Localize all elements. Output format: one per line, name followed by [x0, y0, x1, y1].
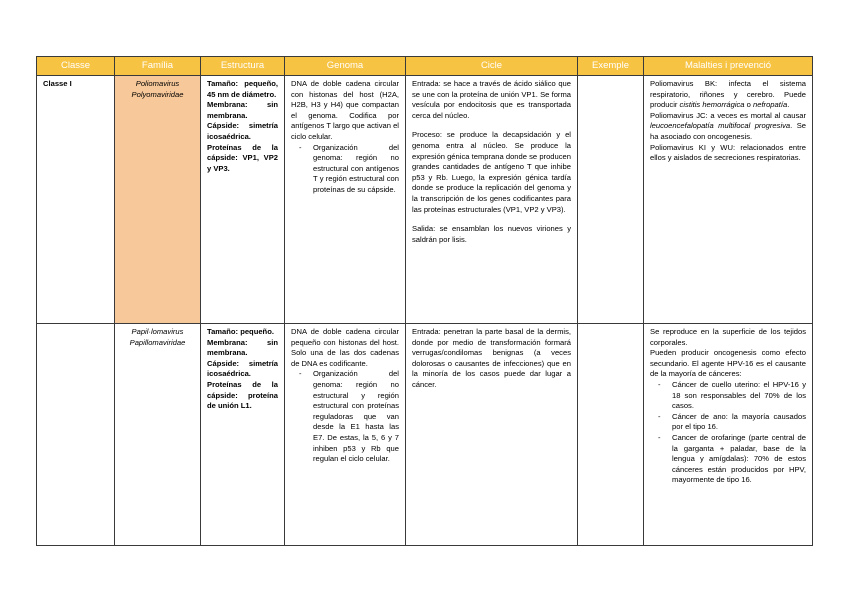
cell-estructura [201, 76, 285, 324]
familia-genus: Poliomavirus [135, 79, 180, 88]
cell-exemple [578, 76, 644, 324]
malalties-list [650, 380, 806, 486]
header-malalties: Malalties i prevenció [644, 57, 813, 76]
malalties-intro2: Pueden producir oncogenesis como efecto secundario. El agente HPV-16 es el causante de la mayoría de cánceres: [650, 348, 806, 379]
header-cicle: Cicle [406, 57, 578, 76]
familia-family: Polyomaviridae [131, 89, 184, 99]
list-item: - Cáncer de ano: la mayoría causados por el tipo 16. [672, 412, 806, 433]
cell-malalties [644, 324, 813, 546]
estructura-proteinas: Proteínas de la cápside: VP1, VP2 y VP3. [207, 142, 278, 173]
table-row-poliomavirus [37, 76, 813, 324]
estructura-tamano: Tamaño: pequeño, 45 nm de diámetro. [207, 79, 278, 99]
estructura-capside: Cápside: simetría icosaédrica. [207, 358, 278, 379]
header-exemple: Exemple [578, 57, 644, 76]
header-genoma: Genoma [285, 57, 406, 76]
list-item: - Cáncer de cuello uterino: el HPV-16 y 18 son responsables del 70% de los casos. [672, 380, 806, 412]
cell-classe [37, 324, 115, 546]
genoma-list [291, 369, 399, 464]
cicle-proceso: Proceso: se produce la decapsidación y el genoma entra al núcleo. Se produce la expresión génica temprana donde se producen grandes cantidades de antígeno T que inhibe p53 y Rb. Luego, la expresión génica tardía donde se produce la replicación del genoma y la transcripción de los genes codificantes para las proteínas estructurales (VP1, VP2 y VP3). [412, 130, 571, 214]
estructura-capside: Cápside: simetría icosaédrica. [207, 121, 278, 141]
cell-exemple [578, 324, 644, 546]
cell-genoma [285, 324, 406, 546]
malalties-ki: Poliomavirus KI y WU: relacionados entre ellos y aislados de secreciones respiratorias. [650, 142, 806, 163]
cell-cicle [406, 324, 578, 546]
cell-cicle [406, 76, 578, 324]
cicle-entrada: Entrada: penetran la parte basal de la dermis, donde por medio de transformación formará verrugas/condilomas benignas (a veces dolorosas o causantes de infecciones) que en la minoría de los casos puede dar lugar a cáncer. [412, 327, 571, 389]
genoma-text: DNA de doble cadena circular pequeño con histonas del host. Solo una de las dos cadenas de DNA es codificante. [291, 327, 399, 368]
cell-familia [115, 76, 201, 324]
cell-genoma [285, 76, 406, 324]
genoma-text: DNA de doble cadena circular con histonas del host (H2A, H2B, H3 y H4) que compactan el genoma. Codifica por antígenos T largo que activan el ciclo celular. [291, 79, 399, 141]
cell-malalties [644, 76, 813, 324]
list-item: - Organización del genoma: región no estructural y región estructural con proteínas reguladoras que van desde la E1 hasta las E7. De estas, la 5, 6 y 7 inhiben p53 y Rb que regulan el ciclo celular. [313, 369, 399, 464]
list-item: - Organización del genoma: región no estructural con antígenos T y región estructural con proteínas de su cápside. [313, 143, 399, 196]
cicle-entrada: Entrada: se hace a través de ácido siálico que se une con la proteína de unión VP1. Se forma vesícula por endocitosis que es transportada cerca del núcleo. [412, 79, 571, 120]
estructura-tamano: Tamaño: pequeño. [207, 327, 274, 336]
header-familia: Família [115, 57, 201, 76]
familia-genus: Papil·lomavirus [131, 327, 184, 336]
estructura-membrana: Membrana: sin membrana. [207, 337, 278, 358]
cell-estructura [201, 324, 285, 546]
header-classe: Classe [37, 57, 115, 76]
cell-familia [115, 324, 201, 546]
table-row-papillomavirus [37, 324, 813, 546]
malalties-intro: Se reproduce en la superficie de los tejidos corporales. [650, 327, 806, 347]
header-row [37, 57, 813, 76]
list-item: - Cancer de orofaringe (parte central de la garganta + paladar, base de la lengua y amígdalas): 70% de estos cánceres están producidos por HPV, mayormente de tipo 16. [672, 433, 806, 486]
header-estructura: Estructura [201, 57, 285, 76]
familia-family: Papillomaviridae [129, 337, 186, 347]
genoma-list [291, 143, 399, 196]
malalties-jc: Poliomavirus JC: a veces es mortal al causar leucoencefalopatía multifocal progresiva. Se ha asociado con oncogenesis. [650, 110, 806, 141]
malalties-bk: Poliomavirus BK: infecta el sistema respiratorio, riñones y cerebro. Puede producir cistitis hemorrágica o nefropatía. [650, 79, 806, 110]
estructura-proteinas: Proteínas de la cápside: proteína de unión L1. [207, 379, 278, 411]
cell-classe: Classe I [37, 76, 115, 324]
virus-table [36, 56, 813, 546]
estructura-membrana: Membrana: sin membrana. [207, 100, 278, 120]
cicle-salida: Salida: se ensamblan los nuevos viriones y saldrán por lisis. [412, 224, 571, 244]
